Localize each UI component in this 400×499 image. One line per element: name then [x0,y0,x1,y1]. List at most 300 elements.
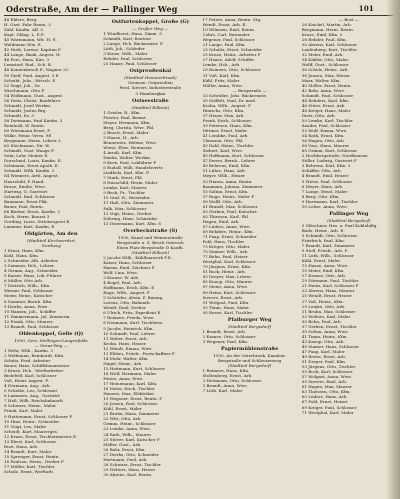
street-note: — Großer Weg — [132,26,169,31]
directory-entry: 3 Wegener, Paul, Kfm. [202,338,249,344]
directory-entry: 29 Reimers, Otto, Schlosser [202,67,261,73]
directory-entry: Lemke, Hch., Arb. [202,62,241,68]
directory-entry: 12 Vogt, Heinr., Dreher [103,210,152,216]
directory-entry: 2 Busch, Ernst, Maler [103,129,149,135]
directory-entry: 8 Neumann, Karl, Tischlerm. [103,320,164,326]
directory-entry: 6 Lammers, Aug., Gastwirt [4,393,60,399]
directory-entry: 20 Jessen, Paul, Schlosser [103,401,158,407]
directory-entry: Wiechmann, Otto F. [4,87,45,93]
directory-entry: 25 Wendt, Ernst, Heizer [301,293,352,299]
page-header [4,3,396,15]
directory-entry: 22 Witt, Otto, Arb. [103,416,142,422]
directory-entry: 17 Heinemann, Karl, Kfm. [103,381,158,387]
directory-entry: 8 Berg, Otto, Kfm. [301,193,340,199]
directory-entry: Ruge, Wilh., Angest. F [103,290,150,296]
directory-entry: 4 Grimm, Aug., Schneider [4,268,59,274]
directory-entry: 26 Knickel, Martin, Arb. [301,22,352,28]
directory-entry: Koch, Herm. Baurat 3 [4,213,50,219]
directory-entry: 5 Kaiser, Hans, Lok.-Führer [4,273,62,279]
directory-entry: 15 Sprenger, Ernst, Rentn. [4,453,60,459]
directory-entry: 63 Gerken, Paul, Kutscher [202,208,258,214]
directory-entry: 81 Bock, Heinr., Arb. [202,269,247,275]
directory-entry: Werner, Paul, Schlosser [4,288,54,294]
directory-entry: 13 Haase, Anna, Wwe. [301,263,349,269]
directory-entry: 11 Zimmermann, Jul. Zimmerm. [4,313,71,319]
directory-entry: 73 Kröger, Otto, Maler [202,244,250,250]
directory-entry: 19 Wegener, Ernst, Rentn. F [103,396,163,402]
directory-entry: Kühl, Ernst, Maler [301,258,341,264]
directory-entry: Hagen, Emil, Arb. [202,218,240,224]
directory-entry: Westphal, Karl, Schlosser [202,259,256,265]
directory-entry: Möller, Anna, Wwe. [202,82,244,88]
directory-entry: Laufenberg, Kurt, Tischler [301,47,357,53]
directory-entry: Bauer, Hans, Schiffsbaumeister [4,363,70,369]
directory-entry: 16 Paulsen, Herm., Dreher F [4,458,64,464]
street-note: Nordweg [41,243,61,249]
street-note: — Grenz-Weg — [34,342,68,348]
street-note: Bergstraße u. S. Bruch Ostreich [117,239,184,245]
directory-entry: 26 Bahr, Ernst, Kfm. [103,446,146,452]
directory-entry: Meyer, Wilh., Heizer [202,173,246,179]
directory-entry: Hinrichs, Otto, Kfm. [202,107,245,113]
directory-entry: 17 Müller, Karl, Tischler [4,463,55,469]
directory-entry: 34 Kähler, Otto, Maler [301,57,349,63]
directory-entry: 25 Stöver, Karl, Kutscher F [103,436,160,442]
directory-entry: Dittmer, Ernst, Maler [202,128,248,134]
directory-entry: 66 Bäcker, Ernst, Kaufm. 3 [4,208,60,214]
directory-entry: Baumann, Johann, Zimmerer [202,183,263,189]
directory-entry: 9 Stoll, Friedr., Arb. F. [301,248,348,254]
directory-entry: 7 Haß, Wilh. Reichsbahnarb. [4,398,64,404]
directory-entry: Benneweis, Helene, Wwe. [103,139,158,145]
directory-entry: 7 Lange, Ernst, Maler [301,188,348,194]
directory-entry: Kaiser, Hans, Schlosser [103,259,153,265]
directory-entry: Schmidt, Josef Werkm. [4,102,52,108]
directory-entry: 42 Huth, Lorenz, Kapitan F. [4,47,62,53]
directory-entry: 19 Wilmsen, Emil, Rentn. [202,27,256,33]
street-note: Eisen Platz Bergstraße D Kaufh. [116,244,184,250]
directory-entry: Baumann, Ernst Fkk. [4,198,49,204]
directory-entry: Kapt. Oldag. L. E.F. [4,32,45,38]
directory-entry: 15 Heitmann, Kurt, Schlosser [103,365,165,371]
directory-entry: 10 Lohse, Anna, Wwe. [301,203,348,209]
directory-entry: Gerding, Lucie, Strickergerei E. [4,218,71,224]
directory-entry: 71 Paap, Ernst, Schneider [202,234,257,240]
directory-entry: 63 Thiessen, Otto, Kfm. [301,389,351,395]
directory-entry: 41 Timm, Heinr., Kfm. [301,333,348,339]
directory-entry: 27 Voß, Heinr., Kfm. [301,298,344,304]
directory-entry: 54 Wolfmann, Gust., Angest. [4,92,64,98]
directory-entry: 31 Bruhn, Max, Schlosser [301,308,356,314]
directory-entry: Lorenz, Otto, Bahnarb. [103,300,151,306]
directory-entry: 29 Lemke, Otto, Arb. [301,303,346,309]
directory-entry: Friedrich, Paul, Kfm. [301,237,346,243]
directory-entry: 1 Wehr, Wilh., Kaufm. 3 [4,347,53,353]
directory-entry: Bodo, Heinr., Arb. E. [301,227,345,233]
directory-entry: Hauschild, P. Hand. [4,178,45,184]
directory-entry: 28 Rehder, Paul, Kfm. [301,37,347,43]
directory-entry: 5 Schmidt, Otto, Schlosser [301,232,358,238]
directory-entry: 18 Meier, Erich, Tischler [103,386,155,392]
street-heading: Ostfurtenkoppel, Große (G) [111,19,190,25]
directory-entry: 50 Lemke, Karl, Tischler [301,117,353,123]
street-heading: Oldenkoppel, Gelle (Q) [19,330,84,337]
directory-entry: 48 Kröger, Hans, Maler [301,107,351,113]
directory-entry: Wilke, Heinr. Verm. 9E [4,133,52,139]
directory-entry: 3 Krause, W. Arb. [103,275,140,281]
directory-entry: 49 Behrens, Emil, Kfm. [202,163,251,169]
directory-entry: Scheidt, Kurt, Maurerges. [4,428,59,434]
street-heading: Pfalburger Weg [227,316,272,323]
directory-entry: Schütz, Ferd. Arbeiter [4,358,51,363]
directory-entry: Sievers, Ernst, Arb. [202,294,244,300]
directory-entry: 36 Scholz, Heinr., Arb. [301,67,349,73]
directory-entry: 9 Dierks, Anna, Wwe. [4,303,49,309]
directory-entry: Falk, Max, Schlosser [103,205,147,211]
directory-entry: 1 Ernst, Hans, Kfm. [4,248,45,254]
directory-entry: 5 Schröder, Alwin, F. Bauing. [103,295,164,301]
directory-entry: 3 Heitmann, Otto, Schlosser [202,378,262,384]
directory-entry: 83 Dreyer, Max, Lehrer [202,274,252,280]
directory-entry: 12 Kruse, Ernst, Tischlermeister E. [4,433,78,439]
street-note: 1930, Kanal und Wennerstraße [118,234,183,240]
street-note: Bergstraße und Schleusenweg [217,358,282,363]
directory-entry: Hartmann, Paul, Arb. [103,456,148,462]
directory-entry: Schmidt, Paul, Schlosser [301,92,354,98]
directory-entry: 55 Bock, Karl, Schlosser [301,369,353,375]
directory-entry: Dietz, Otto, Arb. [301,112,336,118]
directory-entry: 43 Dahl, Heinr., Tischler [202,143,254,149]
directory-entry: 3 Gläschner, Hrn. u. Paul Kohlnhdlg. [301,222,378,228]
directory-entry: 45 Hoffmann, Kurt, Schlosser [202,153,265,159]
directory-entry: 35 Stöffelt, Paul, Dr. med. [202,97,256,103]
directory-entry: Peters, Anna, Wwe. [103,376,144,381]
directory-entry: Schmidt, Karl, Rentner [103,36,152,42]
directory-entry: 60 Grimm, Kurt, Schlosser [301,148,358,154]
directory-entry: 44 Lange, Bank, Angest. H. [4,52,61,58]
directory-entry: Bielefeld, Karl, Schlosser [4,373,57,379]
directory-entry: 10 Schmidt, Paul, Lehrer [103,330,156,336]
directory-entry: 30 Ahrens, Karl, Schlosser [301,42,358,48]
directory-entry: 60 Wiesmann Ernst, F. [4,128,51,134]
directory-entry: 7 Lüth, Karl, Maler [202,388,243,394]
directory-entry: 69 Kröger, Paul, Schlosser [301,404,357,410]
street-heading: Oldgärten, Am den [24,230,78,237]
street-note: (Stadtteil Bergedorf) [327,217,371,223]
directory-entry: Rehder, Paul, Schlosser [103,56,153,62]
directory-entry: Frank, Erich, Schlosser [202,117,252,123]
directory-entry: Suhr, Lehr. Meiner E. [4,153,49,159]
columns [4,17,396,499]
directory-entry: 61 Hagen, Max, Maurer [301,384,352,390]
directory-entry: Schmidt, Gust. Waage F. [4,148,55,154]
directory-entry: 6 Meyer, Hans, Arb. [301,183,344,189]
directory-entry: Schimann, Ernst Apoth. E. [4,163,60,169]
directory-entry: 4 Brandt, Emil, Heizer [301,173,349,179]
directory-entry: 48 Konnenbruch F., Wagner 2C [4,67,69,73]
page-header-title: Oderstraße, Am der — Pallinger Weg [6,4,178,14]
directory-entry: 1 Reimers, Hans, Kfm. [202,368,250,374]
directory-entry: 14 Brandt, Kurt, Maler [4,448,52,454]
directory-entry: 33 Schröder, Johs. Bäckermstr. [202,92,267,98]
directory-entry: 51 Dreyer, Paul, Kfm. [301,359,347,365]
page-fold-shadow [386,0,400,499]
directory-entry: Meyer, Hermann, Kfm. [103,119,151,125]
directory-entry: 21 Lange, Paul, Kfm. [202,42,246,48]
directory-entry: 3 Sommer, Hch., Lehrer [4,263,54,269]
directory-entry: Schmidt, Justus Brg. [4,107,47,113]
directory-entry: 6 Rudolf, Wilh. Handelsvertr. [103,165,164,171]
directory-entry: Reinhold, W. Rentn. [4,122,45,128]
directory-entry: 27 Haase, Adolf, Schiffer [202,57,255,63]
directory-entry: Voß, Heinr. Angest. F. [4,378,49,384]
directory-entry: 9 Hartmann, Karl, Tischler [301,198,358,204]
street-heading: Ostpreußenkai [129,68,172,75]
column-4 [302,17,396,499]
column-3 [203,17,297,499]
directory-entry: Kruse, Emil, Kfm. 3 [301,32,343,38]
directory-entry: 56 Hagen, Otto, Arb. [301,138,346,144]
directory-entry: 61 Brandt, Max, Schlosser [202,203,258,209]
directory-entry: 2 Wolfmann, Reinhardt, Kfm. [4,352,65,358]
directory-entry: 42 Bahr, Anna, Wwe. [301,87,346,93]
directory-entry: 75 Stamer, Wilh., Arb. [202,249,249,255]
directory-entry: 67 Lüders, Anna, Wwe. [202,223,251,229]
directory-entry: 69 Rehders, Heinr., Kfm. [202,228,254,234]
page-number: 101 [358,4,374,13]
directory-entry: 57 Ruge, Heinr., Maler F [202,193,255,199]
directory-entry: 6 Ulrich, Fritz, Expedient E [103,310,161,316]
directory-entry: 58 Dietmann, Paul Kaufm. 3 [4,117,63,123]
directory-entry: Nagel, Heinr., Arb. [103,360,143,366]
directory-entry: 48 Ehlers, Berg [4,17,37,22]
directory-entry: 31 Voß, Karl, Kfm. [202,72,241,78]
directory-entry: 51 Lührs, Hans, Arb. [202,168,246,174]
directory-entry: 47 Ewers, Bernh., Lehrer [202,158,256,164]
directory-entry: Krohn, Wilh., Angest. F [202,102,251,108]
directory-entry: 7 Reimers, Frieda, Wwe. [103,315,155,321]
directory-entry: 67 Pohl, Ernst, Heizer [301,399,348,405]
directory-entry: Frank, Karl, Maler [4,408,43,414]
directory-entry: 15 Meier, Emil, Kfm. [301,268,345,274]
street-note: 3 Hamburgkai [135,90,166,96]
directory-entry: Hansen, Max, Elektriker [103,391,155,397]
directory-entry: Rust, Hans, Arb. [4,443,39,449]
directory-entry: Hoffmann, Erich, Kfm. E [103,285,155,291]
directory-entry: 77 Behn, Paul, Heizer [202,254,248,260]
directory-entry: Lüth, Joh., Schleifer [103,46,145,52]
directory-entry: 30 Ahrens, Karl, Rentn. [103,471,153,477]
directory-entry: 59 Wulff, Otto, Arb. [202,198,243,204]
directory-entry: 23 Schultz, Ernst, Schneider [202,47,263,53]
street-note: (Stadtteil Hammerbrook) [124,75,177,81]
directory-entry: Scheibt, Johs., Wrtsch. F. [4,77,56,83]
directory-entry: 38 Jensen, Max, Heizer [301,72,351,78]
directory-entry: 1 Geisler, R., Kfm. [103,109,141,115]
directory-entry: 10 Graf, H., Reisender [103,195,150,201]
directory-entry: 14 Mohr, Walter, Kfm. [103,355,149,361]
directory-entry: 64 Wiemers, Arth. Angest. [4,173,59,179]
directory-entry: 1 Brandt, Ernst, Arb. [202,328,247,334]
directory-entry: Schulz, Ernst, Werftarb. [4,469,55,475]
directory-entry: Claussen, Otto, Fkl. [202,138,244,144]
street-heading: Pallinger Weg [329,210,369,217]
street-heading: Papiermühlenstraße [220,345,279,352]
street-note: Grenzen: Ostpreußen [128,80,173,86]
directory-entry: 85 Knoop, Otto, Maurer [202,279,253,285]
directory-entry: 10 Hansen, Joh., Schiffer [4,308,56,314]
directory-entry: 29 Wolters, Hans, Heizer [103,466,156,472]
directory-entry: 37 Heuer, Max, Arb. [202,112,245,118]
directory-entry: 3 Haase, H., Arb. [103,134,140,140]
directory-entry: Wiese, Elise, Rentnerin [103,144,152,150]
street-note: (Stadtteil Kirchwerder) [26,237,76,243]
directory-entry: 56 Deitz, Christ. Bauführer [4,97,61,103]
directory-entry: 46 Stüve, Ernst, Arb. [301,102,346,108]
column-2 [103,17,197,499]
directory-entry: 3 Behrens, Karl, Kfm. 3 [301,163,351,169]
directory-entry: Krohn, Hans, Heizer [103,340,146,346]
directory-entry: Stoltenberg, Ernst, Arb. [202,373,253,379]
directory-entry: 13 Ebert, Karl, Schlosser [4,438,57,444]
directory-entry: Stiller, Ludwig, Gastwirt F [301,158,357,164]
directory-entry: 28 Schwarz, Ernst, Tischler [103,461,161,467]
directory-entry: 3 Kruse, Hch., Werftarbeiter [4,368,64,374]
street-note: 1930, An der Osterbrook, Kanalstr. [213,352,286,358]
directory-entry: Harms, Emil, Zeichner F [103,264,155,270]
directory-entry: Schmidt, Pa. 3 [4,112,35,118]
directory-entry: 45 Stamer, Hans, Schlosser [301,343,360,349]
directory-entry: 25 Haase, Paul, Schlosser [103,61,157,67]
directory-entry: 55 Soltau, Ernst, Kfm. [202,188,249,194]
directory-entry: 2 Schneider, Alb. Arbeiter [4,258,58,264]
directory-entry: 24 Rath, Wilh., Maurer [103,431,152,437]
directory-entry: 50 Dietf. Paul, Angest. 3 E [4,72,59,78]
directory-entry: 2 Hochbergstraße, Nordhausen [301,153,368,159]
directory-entry: Waldmann Wm. E. [4,42,43,48]
directory-entry: 89 Heins, Kurt, Schlosser [202,289,256,295]
directory-entry: Berg, Christa, Wwe. Fkl. [103,124,155,130]
street-note: (Stadtteil Bergedorf) [227,323,272,329]
directory-entry: 54 Rath, Ernst, Kfm. [301,133,345,139]
directory-entry: 2 Krause, Otto, Schlosser [202,333,256,339]
directory-entry: 49 Reese, Ernst, Arb. [301,354,347,360]
directory-entry: 17 Krause, Otto, Arb. [301,273,347,279]
directory-entry: Dorscheid, Louis, Kaufm. E. [4,158,62,164]
directory-entry: Kühl, Ernst, Maler [103,406,142,412]
directory-entry: 71 Westphal, Karl, Maler [301,409,354,415]
directory-entry: 53 Harms, Anna, Rentn. [202,178,253,184]
directory-entry: Wegener, Paul, Schlosser [202,37,255,43]
directory-entry: 52 Voigt, Joh., Dr. [4,82,41,88]
directory-entry: 59 Sievers, Emil, Arb. [301,379,348,385]
street-note: (Stadtteil Bergedorf) [227,363,272,369]
street-heading: Ostseestraße [132,97,169,104]
directory-entry: 41 Lembke, Paul, Arb. [202,133,249,139]
directory-entry: 4 Bogel, Paul, Arb. [103,280,142,286]
street-note: — Bost — [338,17,359,22]
directory-entry: 1 Windhorst, Hans, Zimm. 3 [103,31,162,37]
directory-entry: Möller, Gust., Arb. [103,441,142,447]
directory-entry: 7 Stark, Ernst, Fkl. [103,175,143,181]
directory-entry: 13 Brandt, Paul, Schlosser [4,323,60,329]
directory-entry: 35 Behn, Paul, Arb. [301,318,342,324]
directory-entry: 21 Bruhn, Hans, Zimmerer [103,411,160,417]
directory-entry: 11 Voigt, Leo, Maler [4,423,47,429]
street-note: 1930, Gem. Stellingen-Langenfelde [14,337,88,343]
directory-entry: 46 Fors, Hans, Kim. 3 [4,57,50,63]
directory-entry: 52 Wulf, Emma, Wwe. [301,128,348,134]
directory-entry: 16 Wulf, Hermann, Maler [103,370,157,376]
street-note: (Stadtteil Eilbeck) [131,249,170,255]
directory-entry: Cohrs, Carl, Reisender [202,32,250,38]
directory-entry: 5 Kern, Paul, Lokführer F [103,160,157,166]
directory-entry: 32 Meier, Emil, Arb. [301,52,344,58]
directory-entry: 9 Beck, Fr., Tischler [103,190,145,196]
directory-entry: 5 Scheibe, Leo, Schlosser [4,388,58,394]
directory-entry: 65 Thiessen, Karl, Fkl. [202,213,250,219]
column-1 [4,17,98,499]
directory-entry: 91 Wolgast, Paul, Kfm. [202,299,250,305]
street-note: (Stadtteil Eilbeck) [131,104,170,110]
directory-entry: 11 Haß, Otto, Zimmerer [103,200,154,206]
directory-entry: 65 Lüders, Hans, Arb. [301,394,348,400]
directory-entry: Schäffer, Otto, Arb. [301,168,342,174]
directory-entry: 8 Hauschild, Herm. Maler [103,180,158,186]
directory-entry: Lemstorf, Rud., Sch. B. [4,62,53,68]
directory-entry: 23 Ahrens, Hans, Maurer [301,288,355,294]
directory-entry: 17 Peters, Anna, Rentn. Stg. [202,17,262,22]
directory-entry: 95 Reese, Karl, Tischler [202,309,253,315]
directory-entry: Bergmann, Herm. Rentn. [301,27,355,33]
directory-entry: 25 Kruse, Heinr., Arbeiter F [202,52,261,58]
directory-entry: 57 Wolgast, Anna, Wwe. [301,374,353,380]
directory-entry: Kühl, Fritz, Maler [202,77,240,83]
directory-entry: 2 Lange, Hch. Bäckermstr. F. [103,41,164,47]
directory-entry: Hartwig, G. Gastwirt [4,188,48,194]
street-note: — Bergstraße — [232,87,267,93]
directory-entry: Siebert, Karl, Wwe. [202,148,244,154]
directory-entry: 6 Müller, Otto Arb. [4,278,44,284]
directory-entry: Wolf, Lina, Wwe. [103,270,139,276]
directory-entry: Pohl, Hans, Tischler [202,239,245,245]
directory-entry: 9 Jacobs, Heinrich, Kfm. [103,325,154,331]
directory-entry: Förster, Paul, Beamt. [103,114,147,120]
directory-entry: 79 Jürgens, Ernst, Kfm. [202,264,252,270]
directory-entry: 37 Gerken, Ernst, Tischler [301,323,357,329]
directory-entry: 58 Voss, Hans, Maurer [301,143,350,149]
directory-entry: 4 Arndt, Karl, Kfm. [103,149,143,155]
directory-entry: Kruse, Emilie, Wwe. [4,183,47,189]
directory-entry: Sander, Paul, Schlosser [301,122,351,128]
directory-entry: 62 Stöckmann, Dir. W. [4,143,50,149]
directory-entry: 12 Frank, Otto, Maurer [4,318,53,324]
directory-entry: Wolff, Gust., Schlosser [301,62,349,68]
directory-entry: 44 Rehders, Karl, Kfm. [301,97,350,103]
directory-entry: 87 Meier, Anna, Wwe. [202,284,249,290]
directory-entry: Meier, Heinr., Kutscher [4,293,53,299]
directory-entry: Schmidt, Wilh. Kaufm. 3 [4,168,55,174]
directory-entry: 47 Paap, Karl, Maler [301,349,345,354]
directory-entry: 23 Lemke, Anna, Wwe. [103,426,151,432]
directory-entry: 4 Dörmann, Aug., Arb. [4,383,51,389]
directory-entry: Marx, Walter, Kfm. [301,77,341,83]
directory-entry: 10 Hinz, Heinr., Schneider [4,418,60,424]
directory-entry: Kohl, Hans, Kfm. [4,253,40,259]
directory-entry: 11 Weber, Ernst, Arb. [103,335,148,341]
directory-entry: 53 Jürgens, Otto, Tischler [301,364,356,370]
directory-entry: Zahl. Kaufm. Alf. 3 [4,27,43,33]
